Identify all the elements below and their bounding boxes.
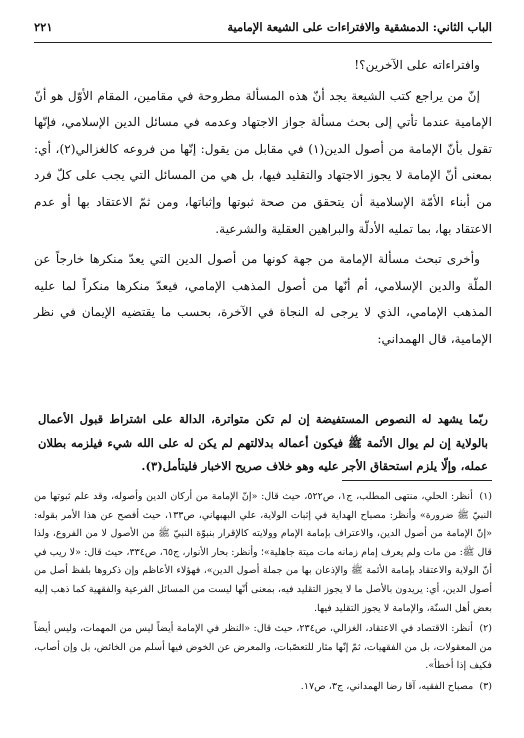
footnote-number: (١) — [479, 491, 493, 502]
page-number: ٢٢١ — [34, 20, 53, 34]
book-page — [34, 16, 492, 728]
header-divider — [34, 42, 492, 43]
footnote-3 — [34, 678, 492, 697]
footnote-1 — [34, 488, 492, 618]
footnote-text: أنظر: الاقتصاد في الاعتقاد، الغزالي، ص٢٣٤، حيث قال: «النظر في الإمامة أيضاً ليس من المهمات، وليس أيضاً من المعقولات، بل من الفقهيات، ثمّ إنّها مثار للتعصّبات، والمعرض عن الخوض فيها أسلم من الخائض، بل وإن أصاب، فكيف إذا أخطأ». — [34, 623, 492, 672]
paragraph-1: وافتراءاته على الآخرين؟! — [354, 58, 480, 72]
running-header — [34, 16, 492, 38]
footnotes — [34, 488, 492, 699]
footnote-divider — [342, 480, 492, 481]
footnote-text: أنظر: الحلي، منتهى المطلب، ج١، ص٥٢٢، حيث قال: «إنّ الإمامة من أركان الدين وأصوله، وقد علم ثبوتها من النبيّ ﷺ ضرورة» وأنظر: مصباح الهداية في إثبات الولاية، علي البهبهاني، ص١٣٣، حيث أفصح عن هذا الأمر بقوله: «إنّ الإمامة من أصول الدين، والاعتراف بإمامة الإمام وولايته كالإقرار بنبوّة النبيّ ﷺ من الأصول لا من الفروع، ولذا قال ﷺ: من مات ولم يعرف إمام زمانه مات ميتة جاهلية»؛ وأنظر: بحار الأنوار، ج٦٥، ص٣٣٤، حيث قال: «لا ريب في أنّ الولاية والاعتقاد بإمامة الأئمة ﷺ والإذعان بها من جملة أصول الدين»، فهؤلاء الأعاظم وإن ذكروها بلفظ أصل من أصول الدين، أي: يريدون بالأصل ما لا يجوز التقليد فيه، بمعنى أنّها ليست من المسائل الفرعية والفقهية كما ذهب إليه بعض أهل السنّة، والإمامة لا يجوز التقليد فيها. — [34, 491, 493, 614]
footnote-text: مصباح الفقيه، آقا رضا الهمداني، ج٣، ص١٧. — [300, 680, 474, 692]
paragraph-2: إنّ من يراجع كتب الشيعة يجد أنّ هذه المسألة مطروحة في مقامين، المقام الأوّل هو أنّ الإمامية عندما تأتي إلى بحث مسألة جواز الاجتهاد وعدمه في مسائل الدين الإسلامي، فإنّها تقول بأنّ الإمامة من أصول الدين(١) في مقابل من يقول: إنّها من فروعه كالغزالي(٢)، أي: بمعنى أنّ الإمامة لا يجوز الاجتهاد والتقليد فيها، بل هي من المسائل التي يجب على كلّ فرد من أبناء الأمّة الإسلامية أن يتحقق من صحة ثبوتها وإثباتها، ومن ثمّ الاعتقاد بها أو عدم الاعتقاد بها، بما تمليه الأدلّة والبراهين العقلية والشرعية. — [34, 88, 492, 236]
paragraph-3: وأخرى تبحث مسألة الإمامة من جهة كونها من أصول الدين التي يعدّ منكرها خارجاً عن الملّة والدين الإسلامي، أم أنّها من أصول المذهب الإمامي، فيعدّ منكرها منكراً لما عليه المذهب الإمامي، الذي لا يرجى له النجاة في الآخرة، بحسب ما يقتضيه الإيمان في نظر الإمامية، قال الهمداني: — [34, 252, 492, 346]
block-quote: ربّما يشهد له النصوص المستفيضة إن لم تكن متواترة، الدالة على اشتراط قبول الأعمال بالولاية إن لم يوال الأئمة ﷺ فيكون أعماله بدلالتهم لم يكن له على الله شيء فيلزمه بطلان عمله، وإلّا يلزم استحقاق الأجر عليه وهو خلاف صريح الاخبار فليتأمل(٣). — [38, 412, 488, 473]
footnote-number: (٣) — [479, 680, 492, 692]
footnote-2 — [34, 620, 492, 676]
footnote-number: (٢) — [479, 623, 492, 635]
main-text — [34, 52, 492, 357]
chapter-title: الباب الثاني: الدمشقية والافتراءات على الشيعة الإمامية — [227, 20, 492, 34]
